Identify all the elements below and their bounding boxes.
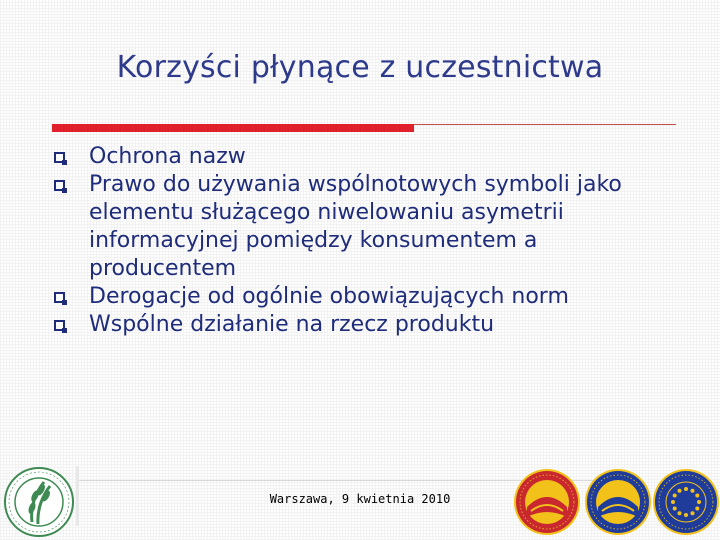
bullet-item: [50, 171, 690, 283]
bullet-item: [50, 283, 690, 311]
footer-date: Warszawa, 9 kwietnia 2010: [269, 492, 451, 506]
bullet-text: Ochrona nazw: [89, 144, 246, 169]
bullet-text: Derogacje od ogólnie obowiązujących norm: [89, 284, 569, 309]
square-bullet-icon: [54, 180, 65, 191]
bullet-text: Wspólne działanie na rzecz produktu: [89, 312, 495, 337]
protected-designation-of-origin-seal-icon: [513, 467, 581, 537]
square-bullet-icon: [54, 152, 65, 163]
protected-geographical-indication-seal-icon: [584, 467, 652, 537]
slide-title: Korzyści płynące z uczestnictwa: [116, 50, 604, 85]
title-underline-red: [52, 124, 414, 132]
bullet-item: [50, 311, 690, 339]
bullet-item: [50, 143, 690, 171]
title-underline-thin: [414, 124, 676, 125]
logo-separator: [76, 466, 79, 526]
traditional-speciality-guaranteed-seal-icon: [652, 467, 720, 537]
wheat-society-logo-icon: [2, 466, 76, 538]
bullet-text: Prawo do używania wspólnotowych symboli jako elementu służącego niwelowaniu asymetrii informacyjnej pomiędzy konsumentem a producentem: [89, 172, 622, 281]
square-bullet-icon: [54, 292, 65, 303]
square-bullet-icon: [54, 320, 65, 331]
bullet-list: [50, 143, 690, 339]
